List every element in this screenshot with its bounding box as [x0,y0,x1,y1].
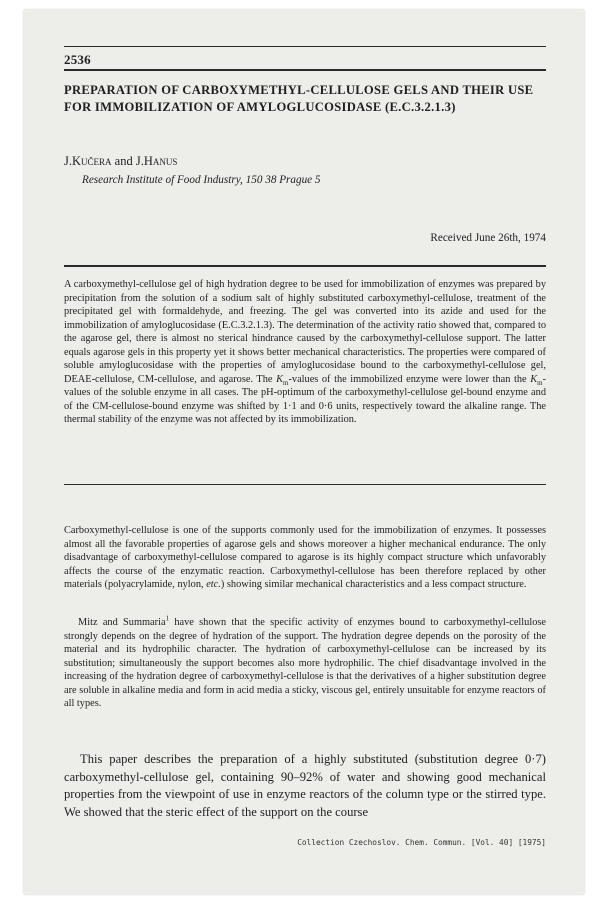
paragraph-1-end: ) showing similar mechanical characteristics and a less compact structure. [220,579,527,590]
page-number: 2536 [64,52,91,67]
etc-italic: etc. [206,579,221,590]
article-title: PREPARATION OF CARBOXYMETHYL-CELLULOSE GELS AND THEIR USE FOR IMMOBILIZATION OF AMYLOGLUCOSIDASE (E.C.3.2.1.3) [64,83,534,114]
km-subscript: m [283,378,289,387]
km-subscript-2: m [537,378,543,387]
km-symbol: K [276,373,283,385]
author-2-initial: J. [135,154,144,168]
body-paragraph-1 [64,524,546,592]
header-thin-rule [64,46,546,47]
paragraph-1-text: Carboxymethyl-cellulose is one of the supports commonly used for the immobilization of enzymes. It possesses almost all the favorable properties of agarose gels and shows moreover a higher mechanical endurance. The only disadvantage of carboxymethyl-cellulose compared to agarose is its highly compact structure which unfavorably affects the course of the enzymatic reaction. Carboxymethyl-cellulose has been therefore replaced by other materials (polyacrylamide, nylon, [64,525,546,590]
author-2-surname: Hanus [143,154,178,168]
author-1-surname: Kučera [72,154,112,168]
journal-page [24,10,584,894]
abstract [64,278,546,427]
received-date: Received June 26th, 1974 [430,232,546,244]
abstract-top-rule [64,265,546,267]
body-paragraph-2 [64,616,546,711]
body-paragraph-3: This paper describes the preparation of a highly substituted (substitution degree 0·7) carboxymethyl-cellulose gel, containing 90–92% of water and showing good mechanical properties from the viewpoint of use in enzyme reactors of the column type or the stirred type. We showed that the steric effect of the support on the course [64,752,546,819]
abstract-text-3: -values of the soluble enzyme in all cases. The pH-optimum of the carboxymethyl-cellulose gel-bound enzyme and of the CM-cellulose-bound enzyme was shifted by 1·1 and 0·6 units, respectively toward the alkaline range. The thermal stability of the enzyme was not affected by its immobilization. [64,373,547,425]
author-conjunction: and [114,154,133,168]
reference-marker: 1 [165,614,170,623]
affiliation: Research Institute of Food Industry, 150 38 Prague 5 [82,174,321,186]
journal-footer: Collection Czechoslov. Chem. Commun. [Vol. 40] [1975] [297,838,546,847]
author-line [64,154,177,169]
abstract-bottom-rule [64,484,546,485]
abstract-text-1: A carboxymethyl-cellulose gel of high hydration degree to be used for immobilization of enzymes was prepared by precipitation from the solution of a sodium salt of highly substituted carboxymethyl-cellulose, treatment of the precipitated gel with formaldehyde, and freezing. The gel was converted into its azide and used for the immobilization of amyloglucosidase (E.C.3.2.1.3). The determination of the activity ratio showed that, compared to the agarose gel, there is almost no sterical hindrance caused by the carboxymethyl-cellulose support. The latter equals agarose gels in this property yet it shows better mechanical characteristics. The properties were compared of soluble amyloglucosidase with the properties of amyloglucosidase bound to the carboxymethyl-cellulose gel, DEAE-cellulose, CM-cellulose, and agarose. The [64,279,546,385]
km-symbol-2: K [530,373,538,385]
paragraph-2-start: Mitz and Summaria [78,617,166,628]
abstract-text-2: -values of the immobilized enzyme were lower than the [288,373,531,385]
header-thick-rule [64,69,546,71]
author-1-initial: J. [64,154,72,168]
paragraph-2-text: have shown that the specific activity of enzymes bound to carboxymethyl-cellulose strongly depends on the degree of hydration of the support. The hydration degree depends on the porosity of the material and its hydrophilic character. The hydration of carboxymethyl-cellulose can be increased by its substitution; simultaneously the support becomes also more hydrophilic. The chief disadvantage involved in the increasing of the hydration degree of carboxymethyl-cellulose is that the derivatives of a higher substitution degree are soluble in alkaline media and form in acid media a sticky, viscous gel, entirely unsuitable for enzyme reactors of all types. [64,617,546,709]
